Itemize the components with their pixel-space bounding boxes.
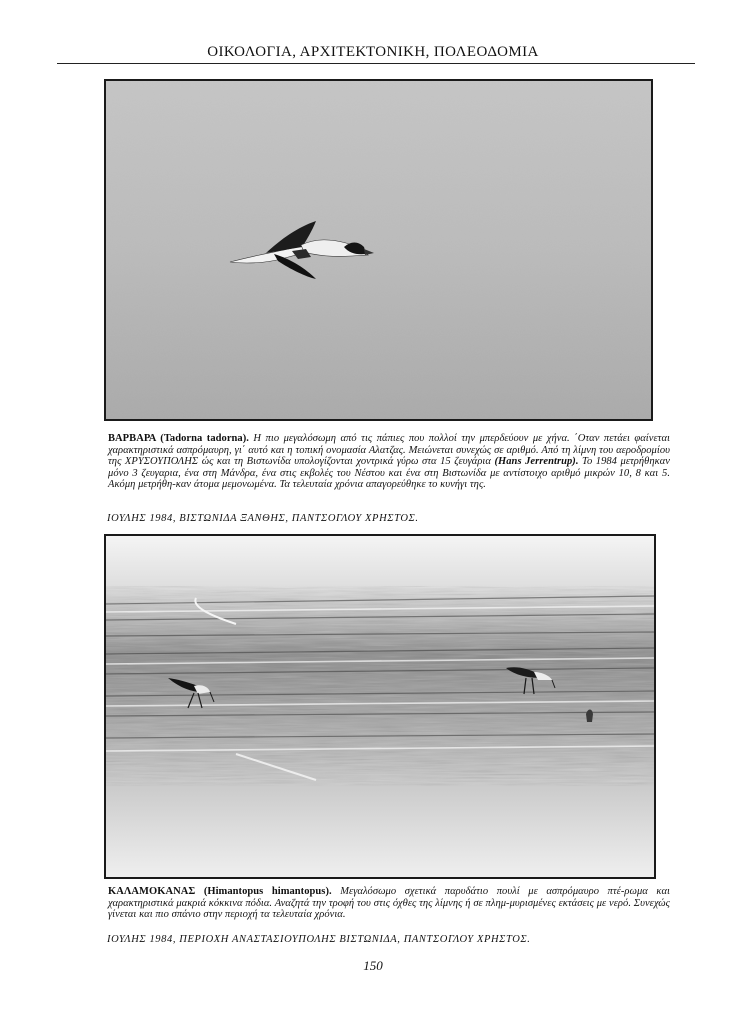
caption-shelduck <box>108 433 670 491</box>
running-header: ΟΙΚΟΛΟΓΙΑ, ΑΡΧΙΤΕΚΤΟΝΙΚΗ, ΠΟΛΕΟΔΟΜΙΑ <box>207 44 539 60</box>
photo-black-winged-stilts <box>104 534 656 879</box>
caption-stilt-text: Μεγαλόσωμο σχετικά παρυδάτιο πουλί με ασπρόμαυρο πτέ-ρωμα και χαρακτηριστικά μακριά κόκκινα πόδια. Αναζητά την τροφή του στις όχθες της λίμνης ή σε πλημ-μυρισμένες εκτάσεις με νερό. Συνεχώς γίνεται και πιο σπάνιο στην περιοχή τα τελευταία χρόνια. <box>108 886 670 921</box>
film-grain <box>106 81 651 419</box>
header-rule <box>57 63 695 64</box>
page-number: 150 <box>363 958 383 973</box>
caption-stilt <box>108 886 670 921</box>
caption-shelduck-text-2: Το 1984 μετρήθηκαν μόνο 3 ζευγαρια, ένα στη Μάνδρα, ένα στις εκβολές του Νέστου και ένα στη Βιστωνίδα με αντίστοιχο αριθμό μικρών 10, 8 και 5. Ακόμη μετρήθη-καν άτομα μεμονωμένα. Τα τελευταία χρόνια απαγορεύθηκε το κυνήγι της. <box>108 456 670 491</box>
caption-stilt-lead: ΚΑΛΑΜΟΚΑΝΑΣ (Himantopus himantopus). <box>108 886 332 897</box>
photo-credit-stilt: ΙΟΥΛΗΣ 1984, ΠΕΡΙΟΧΗ ΑΝΑΣΤΑΣΙΟΥΠΟΛΗΣ ΒΙΣΤΩΝΙΔΑ, ΠΑΝΤΣΟΓΛΟΥ ΧΡΗΣΤΟΣ. <box>107 934 531 945</box>
stilts-photo-graphic <box>106 536 654 877</box>
photo-credit-shelduck: ΙΟΥΛΗΣ 1984, ΒΙΣΤΩΝΙΔΑ ΞΑΝΘΗΣ, ΠΑΝΤΣΟΓΛΟΥ ΧΡΗΣΤΟΣ. <box>107 513 419 524</box>
shelduck-photo-graphic <box>106 81 651 419</box>
caption-shelduck-text-1: Η πιο μεγαλόσωμη από τις πάπιες που πολλοί την μπερδεύουν με χήνα. ΄Οταν πετάει φαίνεται χαρακτηριστικά ασπρόμαυρη, γι΄ αυτό και η τοπική ονομασία Αλατζας. Μειώνεται συνεχώς σε αριθμό. Από τη λίμνη του αεροδρομίου της ΧΡΥΣΟΥΠΟΛΗΣ ώς και τη Βιστωνίδα υπολογίζονται χοντρικά γύρω στα 15 ζευγάρια <box>108 433 671 468</box>
caption-shelduck-citation: (Hans Jerrentrup). <box>494 456 579 468</box>
photo-shelduck-in-flight <box>104 79 653 421</box>
caption-shelduck-lead: ΒΑΡΒΑΡΑ (Tadorna tadorna). <box>108 433 249 444</box>
